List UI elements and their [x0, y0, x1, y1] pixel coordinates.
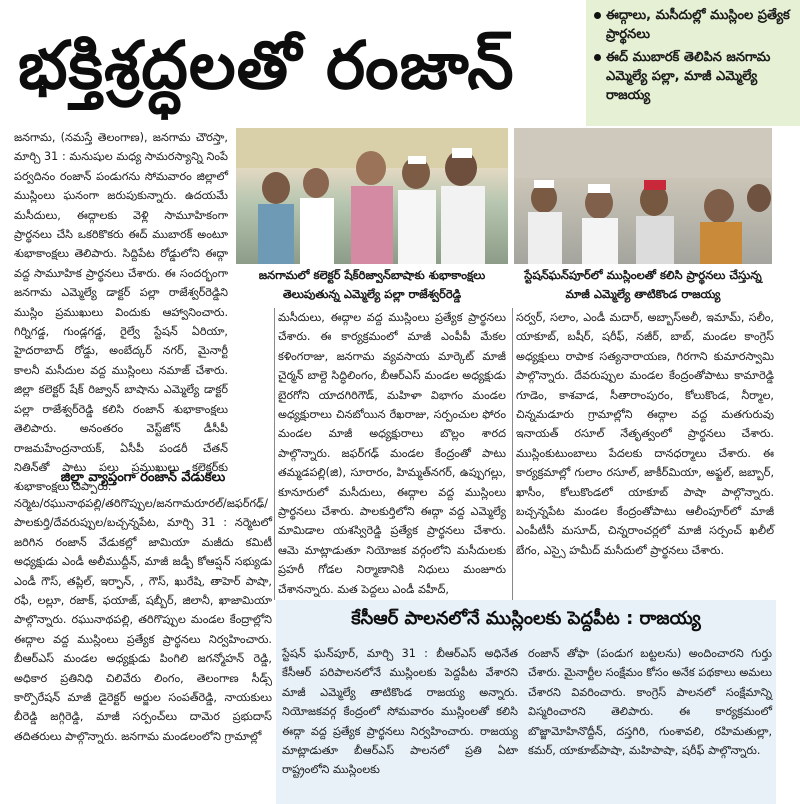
- photo-collector-greeting-illustration: [236, 128, 508, 264]
- article-text: జనగామ, (నమస్తే తెలంగాణ), జనగామ చౌరస్తా, మార్చి 31 : మనుషుల మధ్య సామరస్యాన్ని నింపే పర్వదినం రంజాన్ పండుగను సోమవారం జిల్లాలో ముస్లింలు ఘనంగా జరుపుకున్నారు. ఉదయమే మసీదులు, ఈద్గాలకు వెళ్లి సామూహికంగా ప్రార్థనలు చేసి ఒకరికొకరు ఈద్ ముబారక్ అంటూ శుభాకాంక్షలు తెలిపారు. సిద్దిపేట రోడ్డులోని ఈద్గా వద్ద సామూహిక ప్రార్థనలు చేశారు. ఈ సందర్భంగా జనగామ ఎమ్మెల్యే డాక్టర్ పల్లా రాజేశ్వర్‌రెడ్డిని ముస్లిం ప్రముఖులు విందుకు ఆహ్వానించారు. గిర్నిగడ్డ, గుండ్లగడ్డ, రైల్వే స్టేషన్ ఏరియా, హైదరాబాద్ రోడ్డు, అంబేద్కర్ నగర్, మైనార్టీ కాలనీ మసీదుల వద్ద ముస్లింలు నమాజ్ చేశారు. జిల్లా కలెక్టర్ షేక్ రిజ్వాన్ బాషాను ఎమ్మెల్యే డాక్టర్ పల్లా రాజేశ్వర్‌రెడ్డి కలిసి రంజాన్ శుభాకాంక్షలు తెలిపారు. అనంతరం వెస్ట్‌జోన్ డీసీపీ రాజమహేంద్రనాయక్, ఏసీపీ పండరీ చేతన్ నితిన్‌తో పాటు పలు ప్రముఖులు కలెక్టర్‌కు శుభాకాంక్షలు చెప్పారు.: [14, 131, 228, 494]
- article-text: స్టేషన్ ఘన్‌పూర్, మార్చి 31 : బీఆర్‌ఎస్ అధినేత కేసీఆర్ పరిపాలనలోనే ముస్లింలకు పెద్దపీట వేశారని మాజీ ఎమ్మెల్యే తాటికొండ రాజయ్య అన్నారు. నియోజకవర్గ కేంద్రంలో సోమవారం ముస్లింలతో కలిసి ఈద్గా వద్ద ప్రత్యేక ప్రార్థనలు నిర్వహించారు. రాజయ్య మాట్లాడుతూ బీఆర్‌ఎస్ పాలనలో ప్రతి ఏటా రాష్ట్రంలోని ముస్లింలకు: [282, 647, 518, 777]
- column-divider: [274, 308, 275, 600]
- article-text: సర్వర్, సలాం, ఎండీ మదార్, అబ్బాస్‌అలీ, ఇమామ్, సలీం, యాకూబ్, బషీర్, షరీఫ్, నజీర్, బాబ్, మండల కాంగ్రెస్ అధ్యక్షులు రాపాక సత్యనారాయణ, గిరగాని కుమారస్వామి పాల్గొన్నారు. దేవరుప్పుల మండల కేంద్రంతోపాటు కామారెడ్డి గూడెం, కాశవాడ, సీతారాంపురం, కోలుకొండ, నీర్మాల, చిన్నమడూరు గ్రామాల్లోని ఈద్గాల వద్ద మతగురువు ఇనాయత్ రసూల్ నేతృత్వంలో ప్రార్థనలు చేశారు. ముస్లింకుటుంబాలు పేదలకు దానధర్మాలు చేశారు. ఈ కార్యక్రమాల్లో గులాం రసూల్, జాకీర్‌మియా, అఫ్జల్, జబ్బార్, ఖాసీం, కోలుకొండలో యాకూబ్ పాషా పాల్గొన్నారు. బచ్చన్నపేట మండల కేంద్రంతోపాటు ఆలీంపూర్‌లో మాజీ ఎంపీటీసీ మసూద్, చిన్నరాంచర్లలో మాజీ సర్పంచ్ ఖలీల్ బేగం, ఎస్సై హమీద్ మసీదులో ప్రార్థనలు చేశారు.: [516, 311, 774, 557]
- sidebar-story-title: కేసీఆర్ పాలనలోనే ముస్లింలకు పెద్దపీట : రాజయ్య: [351, 608, 701, 629]
- sidebar-story-box: [276, 600, 776, 804]
- article-text: మసీదులు, ఈద్గాల వద్ద ముస్లింలు ప్రత్యేక ప్రార్థనలు చేశారు. ఈ కార్యక్రమంలో మాజీ ఎంపీపీ మేకల కళింగరాజు, జనగామ వ్యవసాయ మార్కెట్ మాజీ చైర్మన్ బాల్దె సిద్ధిలింగం, బీఆర్‌ఎస్ మండల అధ్యక్షుడు బైరగోని యాదగిరిగౌడ్, మహిళా విభాగం మండల అధ్యక్షురాలు చినబోయిన రేఖరాజు, సర్పంచుల ఫోరం మండల మాజీ అధ్యక్షురాలు బొల్లం శారద పాల్గొన్నారు. జఫర్‌గఢ్ మండల కేంద్రంతో పాటు తమ్మడపల్లి(జి), సూరారం, హిమ్మత్‌నగర్, ఉప్పుగల్లు, కూనూరులో మసీదులు, ఈద్గాల వద్ద ముస్లింలు ప్రార్థనలు చేశారు. పాలకుర్తిలోని ఈద్గా వద్ద ఎమ్మెల్యే మామిడాల యశస్విరెడ్డి ప్రత్యేక ప్రార్థనలు చేశారు. ఆమె మాట్లాడుతూ నియోజక వర్గంలోని మసీదులకు ప్రహరీ గోడల నిర్మాణానికి నిధులు మంజూరు చేశానన్నారు. మత పెద్దలు ఎండీ వహీద్,: [278, 311, 506, 596]
- column-divider: [512, 308, 513, 600]
- article-text: నర్మెట/రఘునాథపల్లి/తరిగొప్పుల/జనగామరూరల్/జఫర్‌గఢ్/పాలకుర్తి/దేవరుప్పుల/బచ్చన్నపేట, మార్చి 31 : నర్మెటలో జరిగిన రంజాన్ వేడుకల్లో జామియా మజీదు కమిటీ అధ్యక్షుడు ఎండీ అలీముద్దీన్, మాజీ జడ్పీ కోఆప్షన్ సభ్యుడు ఎండీ గౌస్, తప్లిల్, ఇర్ఫాన్, , గౌస్, ఖురేషి, తాహెర్ పాషా, రఫీ, లల్లూ, రజాక్, ఫయాజ్, షబ్బీర్, జిలానీ, ఖాజామియా పాల్గొన్నారు. రఘునాథపల్లి, తరిగొప్పుల మండల కేంద్రాల్లోని ఈద్గాల వద్ద ముస్లింలు ప్రత్యేక ప్రార్థనలు నిర్వహించారు. బీఆర్‌ఎస్ మండల అధ్యక్షుడు పింగిలి జగన్మోహన్ రెడ్డి, అధికార ప్రతినిధి చిలివేరు లింగం, తెలంగాణ సీడ్స్ కార్పొరేషన్ మాజీ డైరెక్టర్ అర్జుల సంపత్‌రెడ్డి, నాయకులు బీరెడ్డి జగ్గిరెడ్డి, మాజీ సర్పంచ్‌లు దామెర ప్రభుదాస్ తదితరులు పాల్గొన్నారు. జనగామ మండలంలోని గ్రామాల్లో: [14, 497, 272, 743]
- highlight-item: ఈద్గాలు, మసీదుల్లో ముస్లింల ప్రత్యేక ప్రార్థనలు: [592, 6, 792, 44]
- highlights-box: [586, 0, 800, 126]
- sidebar-story-column: [282, 644, 518, 800]
- photo-prayers-ghanpur-illustration: [514, 128, 772, 264]
- section-subhead: జిల్లా వ్యాప్తంగా రంజాన్ వేడుకలు: [60, 470, 226, 485]
- photo-prayers-ghanpur: [514, 128, 772, 264]
- photo-collector-greeting: [236, 128, 508, 264]
- highlight-item: ఈద్ ముబారక్ తెలిపిన జనగామ ఎమ్మెల్యే పల్లా, మాజీ ఎమ్మెల్యే రాజయ్య: [592, 48, 792, 105]
- article-column: [516, 308, 774, 600]
- photo-caption: జనగామలో కలెక్టర్ షేక్‌రిజ్వాన్‌బాషాకు శుభాకాంక్షలు తెలుపుతున్న ఎమ్మెల్యే పల్లా రాజేశ్వర్‌రెడ్డి: [258, 268, 486, 301]
- sidebar-story-column: [528, 644, 772, 800]
- article-column: [14, 494, 272, 804]
- headline: భక్తిశ్రద్ధలతో రంజాన్: [18, 27, 515, 104]
- article-text: రంజాన్ తోఫా (పండుగ బట్టలను) అందించారని గుర్తు చేశారు. మైనార్టీల సంక్షేమం కోసం అనేక పథకాలు అమలు చేశారని వివరించారు. కాంగ్రెస్ పాలనలో సంక్షేమాన్ని విస్మరించారని తెలిపారు. ఈ కార్యక్రమంలో బొజ్జామోహినొద్దీన్, దస్తగిరి, గుంశావలి, రహిమతుల్లా, కమర్, యాకూబ్‌పాషా, మహిపాషా, షరీఫ్ పాల్గొన్నారు.: [528, 647, 772, 758]
- photo-caption: స్టేషన్‌ఘన్‌పూర్‌లో ముస్లింలతో కలిసి ప్రార్థనలు చేస్తున్న మాజీ ఎమ్మెల్యే తాటికొండ రాజయ్య: [524, 268, 762, 301]
